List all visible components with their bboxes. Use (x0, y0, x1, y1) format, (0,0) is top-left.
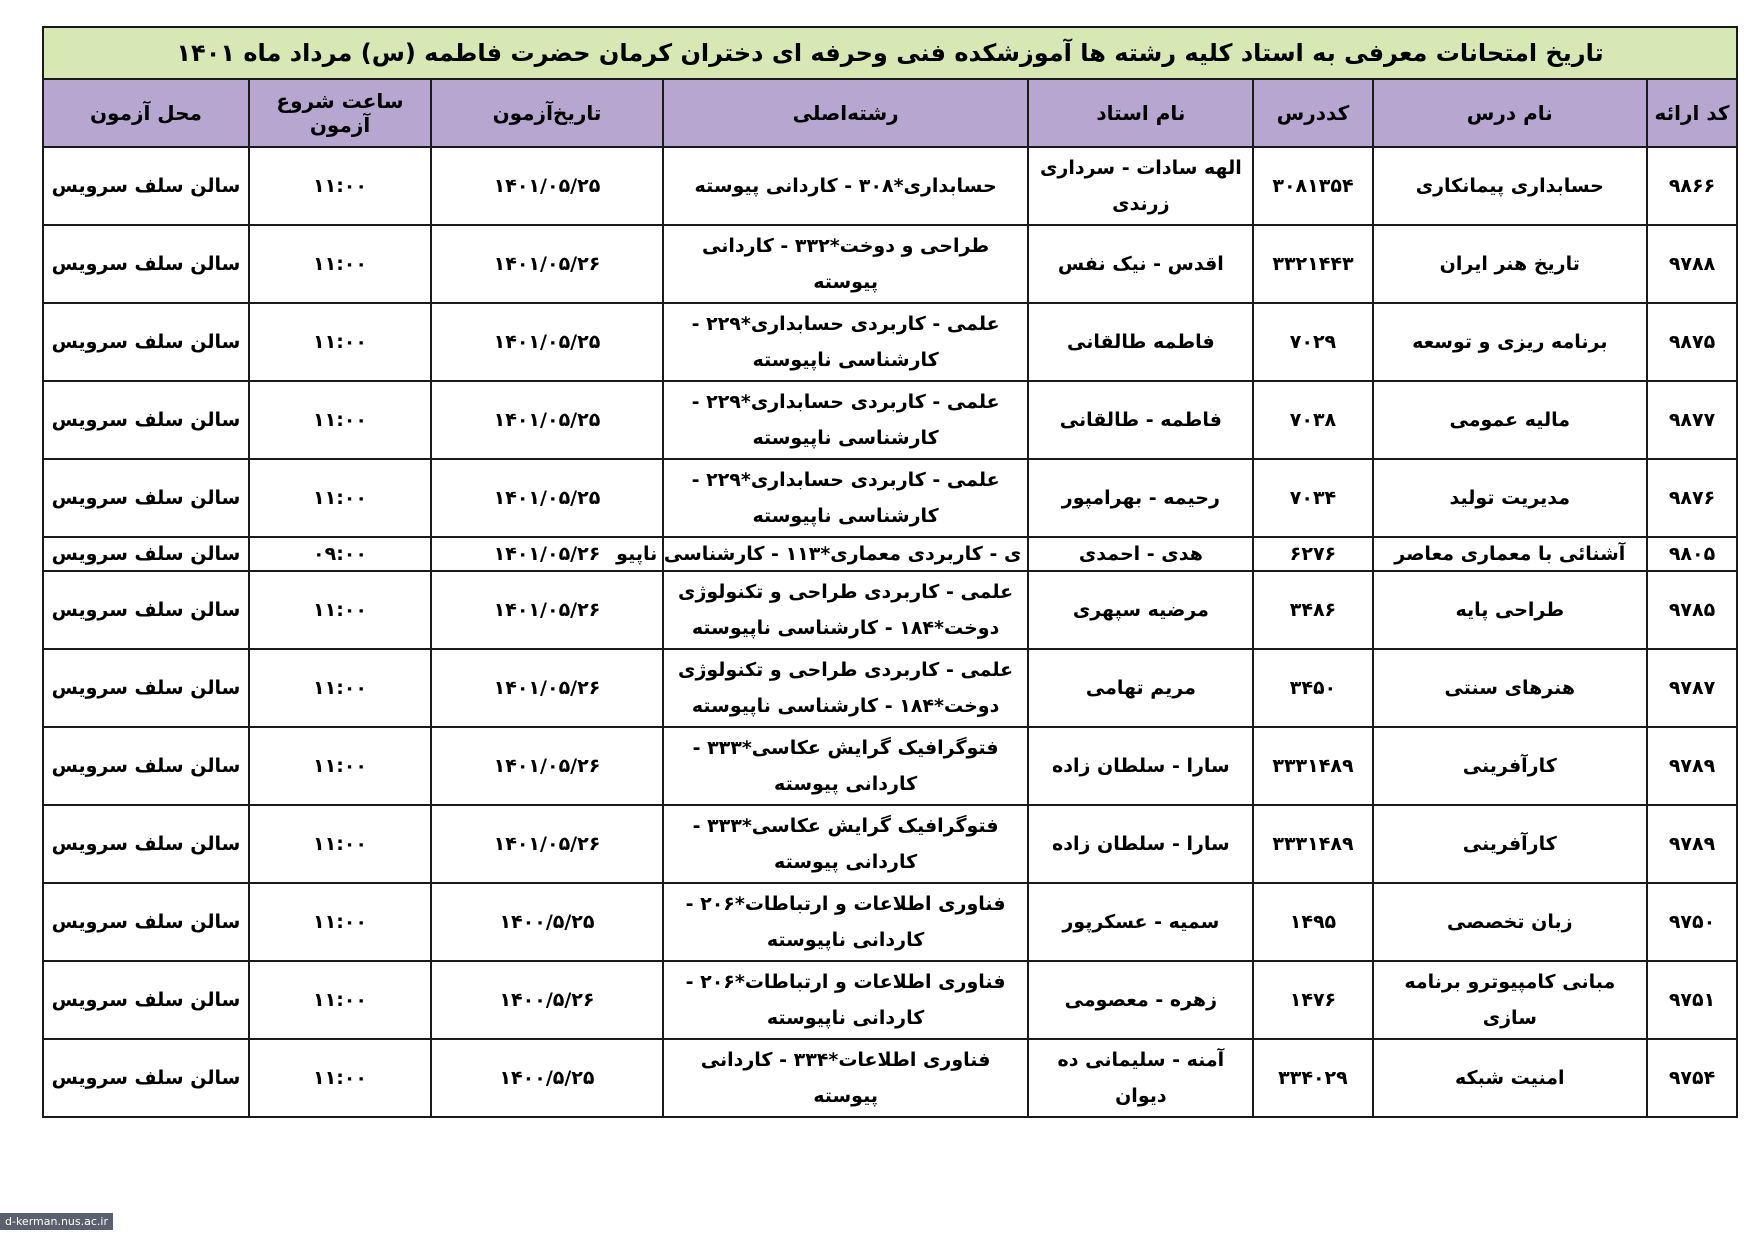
cell-course-code: ۳۳۳۱۴۸۹ (1253, 805, 1372, 883)
cell-course-code: ۶۲۷۶ (1253, 537, 1372, 571)
cell-course-code: ۷۰۳۴ (1253, 459, 1372, 537)
cell-major: فتوگرافیک گرایش عکاسی*۳۳۳ - کاردانی پیوسته (663, 805, 1029, 883)
cell-course: تاریخ هنر ایران (1373, 225, 1647, 303)
cell-teacher: مرضیه سپهری (1028, 571, 1253, 649)
site-footer-tag: d-kerman.nus.ac.ir (0, 1213, 113, 1230)
cell-time: ۰۹:۰۰ (249, 537, 431, 571)
cell-course-code: ۱۴۷۶ (1253, 961, 1372, 1039)
cell-major: فناوری اطلاعات و ارتباطات*۲۰۶ - کاردانی ناپیوسته (663, 961, 1029, 1039)
cell-teacher: آمنه - سلیمانی ده دیوان (1028, 1039, 1253, 1117)
table-row (43, 1039, 1737, 1117)
cell-course: طراحی پایه (1373, 571, 1647, 649)
header-major: رشته‌اصلی (663, 79, 1029, 147)
table-row (43, 961, 1737, 1039)
header-date: تاریخ‌آزمون (431, 79, 663, 147)
cell-date: ۱۴۰۰/۵/۲۵ (431, 883, 663, 961)
cell-place: سالن سلف سرویس (43, 381, 249, 459)
cell-teacher: زهره - معصومی (1028, 961, 1253, 1039)
cell-course-code: ۳۳۲۱۴۴۳ (1253, 225, 1372, 303)
cell-date: ۱۴۰۱/۰۵/۲۶ (431, 537, 663, 571)
cell-course-code: ۱۴۹۵ (1253, 883, 1372, 961)
cell-time: ۱۱:۰۰ (249, 459, 431, 537)
cell-teacher: مریم تهامی (1028, 649, 1253, 727)
header-code: کد ارائه (1647, 79, 1737, 147)
cell-course-code: ۳۳۴۰۲۹ (1253, 1039, 1372, 1117)
cell-major: علمی - کاربردی طراحی و تکنولوژی دوخت*۱۸۴ - کارشناسی ناپیوسته (663, 571, 1029, 649)
cell-date: ۱۴۰۱/۰۵/۲۶ (431, 571, 663, 649)
cell-place: سالن سلف سرویس (43, 961, 249, 1039)
table-row (43, 883, 1737, 961)
cell-course: زبان تخصصی (1373, 883, 1647, 961)
cell-code: ۹۷۵۴ (1647, 1039, 1737, 1117)
header-row (43, 79, 1737, 147)
cell-date: ۱۴۰۱/۰۵/۲۵ (431, 381, 663, 459)
cell-teacher: فاطمه - طالقانی (1028, 381, 1253, 459)
header-course-code: کددرس (1253, 79, 1372, 147)
cell-place: سالن سلف سرویس (43, 883, 249, 961)
header-place: محل آزمون (43, 79, 249, 147)
cell-code: ۹۷۸۷ (1647, 649, 1737, 727)
cell-major: علمی - کاربردی طراحی و تکنولوژی دوخت*۱۸۴ - کارشناسی ناپیوسته (663, 649, 1029, 727)
cell-course: مبانی کامپیوترو برنامه سازی (1373, 961, 1647, 1039)
cell-course-code: ۷۰۳۸ (1253, 381, 1372, 459)
cell-place: سالن سلف سرویس (43, 1039, 249, 1117)
cell-place: سالن سلف سرویس (43, 147, 249, 225)
cell-course: برنامه ریزی و توسعه (1373, 303, 1647, 381)
table-row (43, 147, 1737, 225)
cell-teacher: هدی - احمدی (1028, 537, 1253, 571)
cell-code: ۹۷۸۵ (1647, 571, 1737, 649)
cell-code: ۹۷۸۹ (1647, 805, 1737, 883)
cell-course-code: ۳۳۳۱۴۸۹ (1253, 727, 1372, 805)
cell-course: امنیت شبکه (1373, 1039, 1647, 1117)
cell-date: ۱۴۰۰/۵/۲۶ (431, 961, 663, 1039)
cell-major: فناوری اطلاعات و ارتباطات*۲۰۶ - کاردانی ناپیوسته (663, 883, 1029, 961)
cell-place: سالن سلف سرویس (43, 459, 249, 537)
table-row (43, 537, 1737, 571)
cell-time: ۱۱:۰۰ (249, 225, 431, 303)
cell-major: ی - کاربردی معماری*۱۱۳ - کارشناسی ناپیو (663, 537, 1029, 571)
cell-time: ۱۱:۰۰ (249, 571, 431, 649)
cell-teacher: الهه سادات - سرداری زرندی (1028, 147, 1253, 225)
cell-place: سالن سلف سرویس (43, 805, 249, 883)
cell-teacher: سمیه - عسکرپور (1028, 883, 1253, 961)
cell-teacher: فاطمه طالقانی (1028, 303, 1253, 381)
table-row (43, 303, 1737, 381)
cell-course-code: ۳۴۵۰ (1253, 649, 1372, 727)
cell-time: ۱۱:۰۰ (249, 303, 431, 381)
cell-date: ۱۴۰۱/۰۵/۲۵ (431, 303, 663, 381)
page-title: تاریخ امتحانات معرفی به استاد کلیه رشته ها آموزشکده فنی وحرفه ای دختران کرمان حضرت فاطمه (س) مرداد ماه ۱۴۰۱ (42, 26, 1738, 78)
cell-major: علمی - کاربردی حسابداری*۲۲۹ - کارشناسی ناپیوسته (663, 303, 1029, 381)
cell-course-code: ۳۴۸۶ (1253, 571, 1372, 649)
cell-major: طراحی و دوخت*۳۳۲ - کاردانی پیوسته (663, 225, 1029, 303)
cell-code: ۹۷۸۸ (1647, 225, 1737, 303)
exam-schedule-table (42, 78, 1738, 1118)
cell-course: آشنائی با معماری معاصر (1373, 537, 1647, 571)
header-time: ساعت شروع آزمون (249, 79, 431, 147)
cell-date: ۱۴۰۱/۰۵/۲۶ (431, 727, 663, 805)
cell-place: سالن سلف سرویس (43, 571, 249, 649)
cell-course: حسابداری پیمانکاری (1373, 147, 1647, 225)
cell-course: مالیه عمومی (1373, 381, 1647, 459)
cell-course: کارآفرینی (1373, 727, 1647, 805)
cell-code: ۹۸۰۵ (1647, 537, 1737, 571)
cell-place: سالن سلف سرویس (43, 303, 249, 381)
cell-course: کارآفرینی (1373, 805, 1647, 883)
table-row (43, 805, 1737, 883)
cell-code: ۹۷۵۰ (1647, 883, 1737, 961)
cell-date: ۱۴۰۱/۰۵/۲۶ (431, 805, 663, 883)
cell-teacher: رحیمه - بهرامپور (1028, 459, 1253, 537)
cell-major: حسابداری*۳۰۸ - کاردانی پیوسته (663, 147, 1029, 225)
cell-date: ۱۴۰۱/۰۵/۲۵ (431, 459, 663, 537)
cell-code: ۹۸۶۶ (1647, 147, 1737, 225)
cell-time: ۱۱:۰۰ (249, 381, 431, 459)
cell-major: فتوگرافیک گرایش عکاسی*۳۳۳ - کاردانی پیوسته (663, 727, 1029, 805)
cell-time: ۱۱:۰۰ (249, 805, 431, 883)
cell-code: ۹۸۷۷ (1647, 381, 1737, 459)
cell-date: ۱۴۰۱/۰۵/۲۵ (431, 147, 663, 225)
cell-major: علمی - کاربردی حسابداری*۲۲۹ - کارشناسی ناپیوسته (663, 459, 1029, 537)
cell-place: سالن سلف سرویس (43, 727, 249, 805)
cell-teacher: سارا - سلطان زاده (1028, 727, 1253, 805)
cell-place: سالن سلف سرویس (43, 225, 249, 303)
cell-time: ۱۱:۰۰ (249, 147, 431, 225)
cell-major: علمی - کاربردی حسابداری*۲۲۹ - کارشناسی ناپیوسته (663, 381, 1029, 459)
table-row (43, 649, 1737, 727)
cell-code: ۹۷۸۹ (1647, 727, 1737, 805)
cell-course: هنرهای سنتی (1373, 649, 1647, 727)
cell-time: ۱۱:۰۰ (249, 1039, 431, 1117)
header-course: نام درس (1373, 79, 1647, 147)
cell-time: ۱۱:۰۰ (249, 883, 431, 961)
cell-date: ۱۴۰۰/۵/۲۵ (431, 1039, 663, 1117)
exam-schedule-sheet (42, 26, 1738, 1118)
cell-time: ۱۱:۰۰ (249, 727, 431, 805)
cell-time: ۱۱:۰۰ (249, 649, 431, 727)
header-teacher: نام استاد (1028, 79, 1253, 147)
cell-date: ۱۴۰۱/۰۵/۲۶ (431, 225, 663, 303)
cell-major: فناوری اطلاعات*۳۳۴ - کاردانی پیوسته (663, 1039, 1029, 1117)
cell-teacher: اقدس - نیک نفس (1028, 225, 1253, 303)
cell-course-code: ۷۰۲۹ (1253, 303, 1372, 381)
cell-teacher: سارا - سلطان زاده (1028, 805, 1253, 883)
table-row (43, 459, 1737, 537)
cell-code: ۹۷۵۱ (1647, 961, 1737, 1039)
cell-time: ۱۱:۰۰ (249, 961, 431, 1039)
table-row (43, 727, 1737, 805)
table-row (43, 225, 1737, 303)
table-row (43, 381, 1737, 459)
cell-code: ۹۸۷۶ (1647, 459, 1737, 537)
cell-place: سالن سلف سرویس (43, 537, 249, 571)
cell-code: ۹۸۷۵ (1647, 303, 1737, 381)
cell-course-code: ۳۰۸۱۳۵۴ (1253, 147, 1372, 225)
cell-course: مدیریت تولید (1373, 459, 1647, 537)
cell-date: ۱۴۰۱/۰۵/۲۶ (431, 649, 663, 727)
table-row (43, 571, 1737, 649)
cell-place: سالن سلف سرویس (43, 649, 249, 727)
